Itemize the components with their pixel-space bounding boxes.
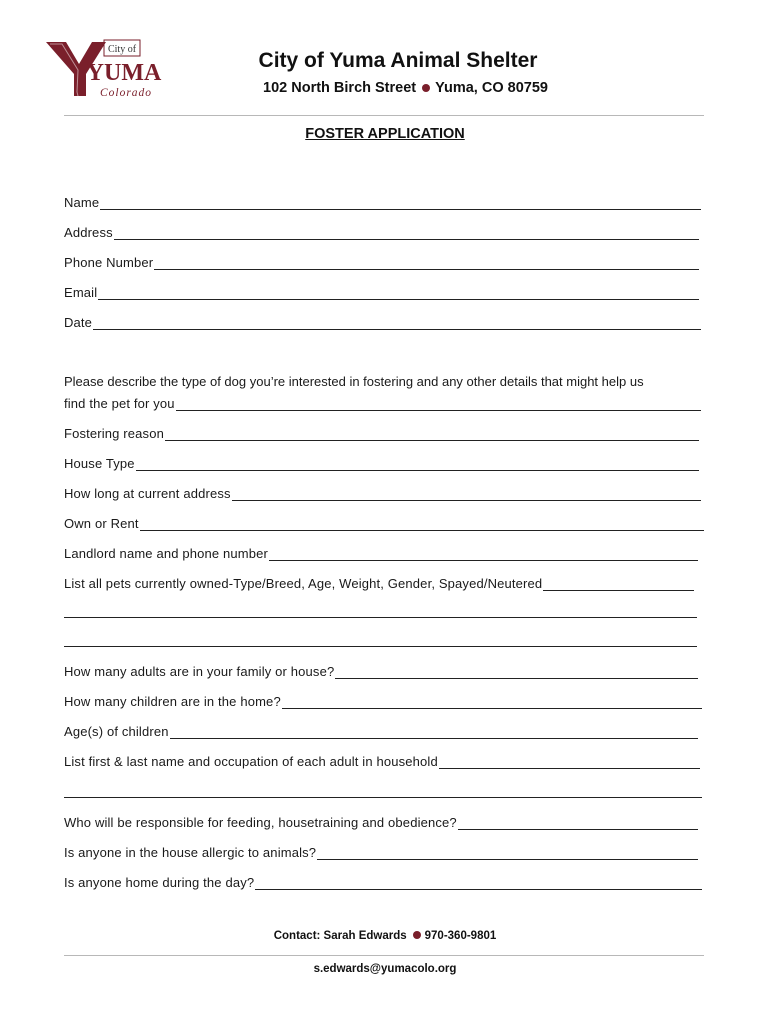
contact-info xyxy=(0,930,770,942)
dog-type-label-line1: Please describe the type of dog you’re interested in fostering and any other details that might help us xyxy=(64,374,644,389)
field-children-ages-line[interactable] xyxy=(170,726,698,739)
field-house-type-line[interactable] xyxy=(136,458,699,471)
field-landlord-line[interactable] xyxy=(269,548,698,561)
bullet-icon xyxy=(413,931,421,939)
shelter-address xyxy=(248,80,563,96)
field-responsible-line[interactable] xyxy=(458,817,698,830)
field-adult-names-label: List first & last name and occupation of each adult in household xyxy=(64,754,438,769)
field-home-day-line[interactable] xyxy=(255,877,702,890)
field-pets[interactable] xyxy=(64,573,694,591)
field-dog-type-line[interactable] xyxy=(176,398,701,411)
field-adults-line[interactable] xyxy=(335,666,698,679)
field-dog-type[interactable] xyxy=(64,393,701,411)
field-email-line[interactable] xyxy=(98,287,699,300)
field-children-line[interactable] xyxy=(282,696,702,709)
field-email[interactable] xyxy=(64,282,699,300)
field-house-type[interactable] xyxy=(64,453,699,471)
field-name-label: Name xyxy=(64,195,100,210)
field-date-line[interactable] xyxy=(93,317,701,330)
bullet-icon xyxy=(422,84,430,92)
contact-name: Contact: Sarah Edwards xyxy=(273,930,407,942)
logo-top-text: City of xyxy=(107,44,137,55)
field-reason-line[interactable] xyxy=(165,428,699,441)
field-adult-names[interactable] xyxy=(64,751,700,769)
field-allergic-line[interactable] xyxy=(317,847,698,860)
field-adults-label: How many adults are in your family or house? xyxy=(64,664,335,679)
field-children[interactable] xyxy=(64,691,702,709)
field-address[interactable] xyxy=(64,222,699,240)
field-adult-names-line[interactable] xyxy=(439,756,700,769)
field-home-day[interactable] xyxy=(64,872,702,890)
field-phone-label: Phone Number xyxy=(64,255,154,270)
form-title: FOSTER APPLICATION xyxy=(305,126,465,142)
field-how-long-line[interactable] xyxy=(232,488,701,501)
field-pets-line[interactable] xyxy=(543,578,694,591)
logo-sub-text: Colorado xyxy=(99,87,153,99)
logo-main-text: YUMA xyxy=(86,60,162,86)
field-own-rent-label: Own or Rent xyxy=(64,516,139,531)
shelter-name: City of Yuma Animal Shelter xyxy=(258,49,538,72)
field-adults[interactable] xyxy=(64,661,698,679)
contact-phone: 970-360-9801 xyxy=(424,930,497,942)
field-how-long[interactable] xyxy=(64,483,701,501)
field-pets-extra-line-2[interactable] xyxy=(64,646,697,647)
field-own-rent-line[interactable] xyxy=(140,518,704,531)
field-pets-label: List all pets currently owned-Type/Breed, Age, Weight, Gender, Spayed/Neutered xyxy=(64,576,543,591)
contact-email: s.edwards@yumacolo.org xyxy=(313,963,457,975)
dog-type-question xyxy=(64,372,700,392)
field-children-ages[interactable] xyxy=(64,721,698,739)
field-email-label: Email xyxy=(64,285,98,300)
city-of-yuma-logo xyxy=(44,38,162,102)
field-reason-label: Fostering reason xyxy=(64,426,164,441)
field-address-label: Address xyxy=(64,225,113,240)
field-date[interactable] xyxy=(64,312,701,330)
address-street: 102 North Birch Street xyxy=(263,80,417,96)
footer-divider xyxy=(64,955,704,956)
field-children-ages-label: Age(s) of children xyxy=(64,724,169,739)
field-landlord[interactable] xyxy=(64,543,698,561)
field-allergic[interactable] xyxy=(64,842,698,860)
field-phone[interactable] xyxy=(64,252,699,270)
field-name[interactable] xyxy=(64,192,701,210)
dog-type-label-line2: find the pet for you xyxy=(64,396,175,411)
field-name-line[interactable] xyxy=(100,197,701,210)
address-city: Yuma, CO 80759 xyxy=(435,80,548,96)
field-responsible[interactable] xyxy=(64,812,698,830)
field-allergic-label: Is anyone in the house allergic to animals? xyxy=(64,845,317,860)
field-address-line[interactable] xyxy=(114,227,699,240)
field-phone-line[interactable] xyxy=(154,257,699,270)
field-own-rent[interactable] xyxy=(64,513,704,531)
field-reason[interactable] xyxy=(64,423,699,441)
field-landlord-label: Landlord name and phone number xyxy=(64,546,268,561)
header-divider xyxy=(64,115,704,116)
field-home-day-label: Is anyone home during the day? xyxy=(64,875,255,890)
field-children-label: How many children are in the home? xyxy=(64,694,281,709)
field-responsible-label: Who will be responsible for feeding, housetraining and obedience? xyxy=(64,815,457,830)
field-adult-names-extra-line[interactable] xyxy=(64,797,702,798)
field-date-label: Date xyxy=(64,315,93,330)
field-pets-extra-line-1[interactable] xyxy=(64,617,697,618)
field-how-long-label: How long at current address xyxy=(64,486,231,501)
field-house-type-label: House Type xyxy=(64,456,135,471)
